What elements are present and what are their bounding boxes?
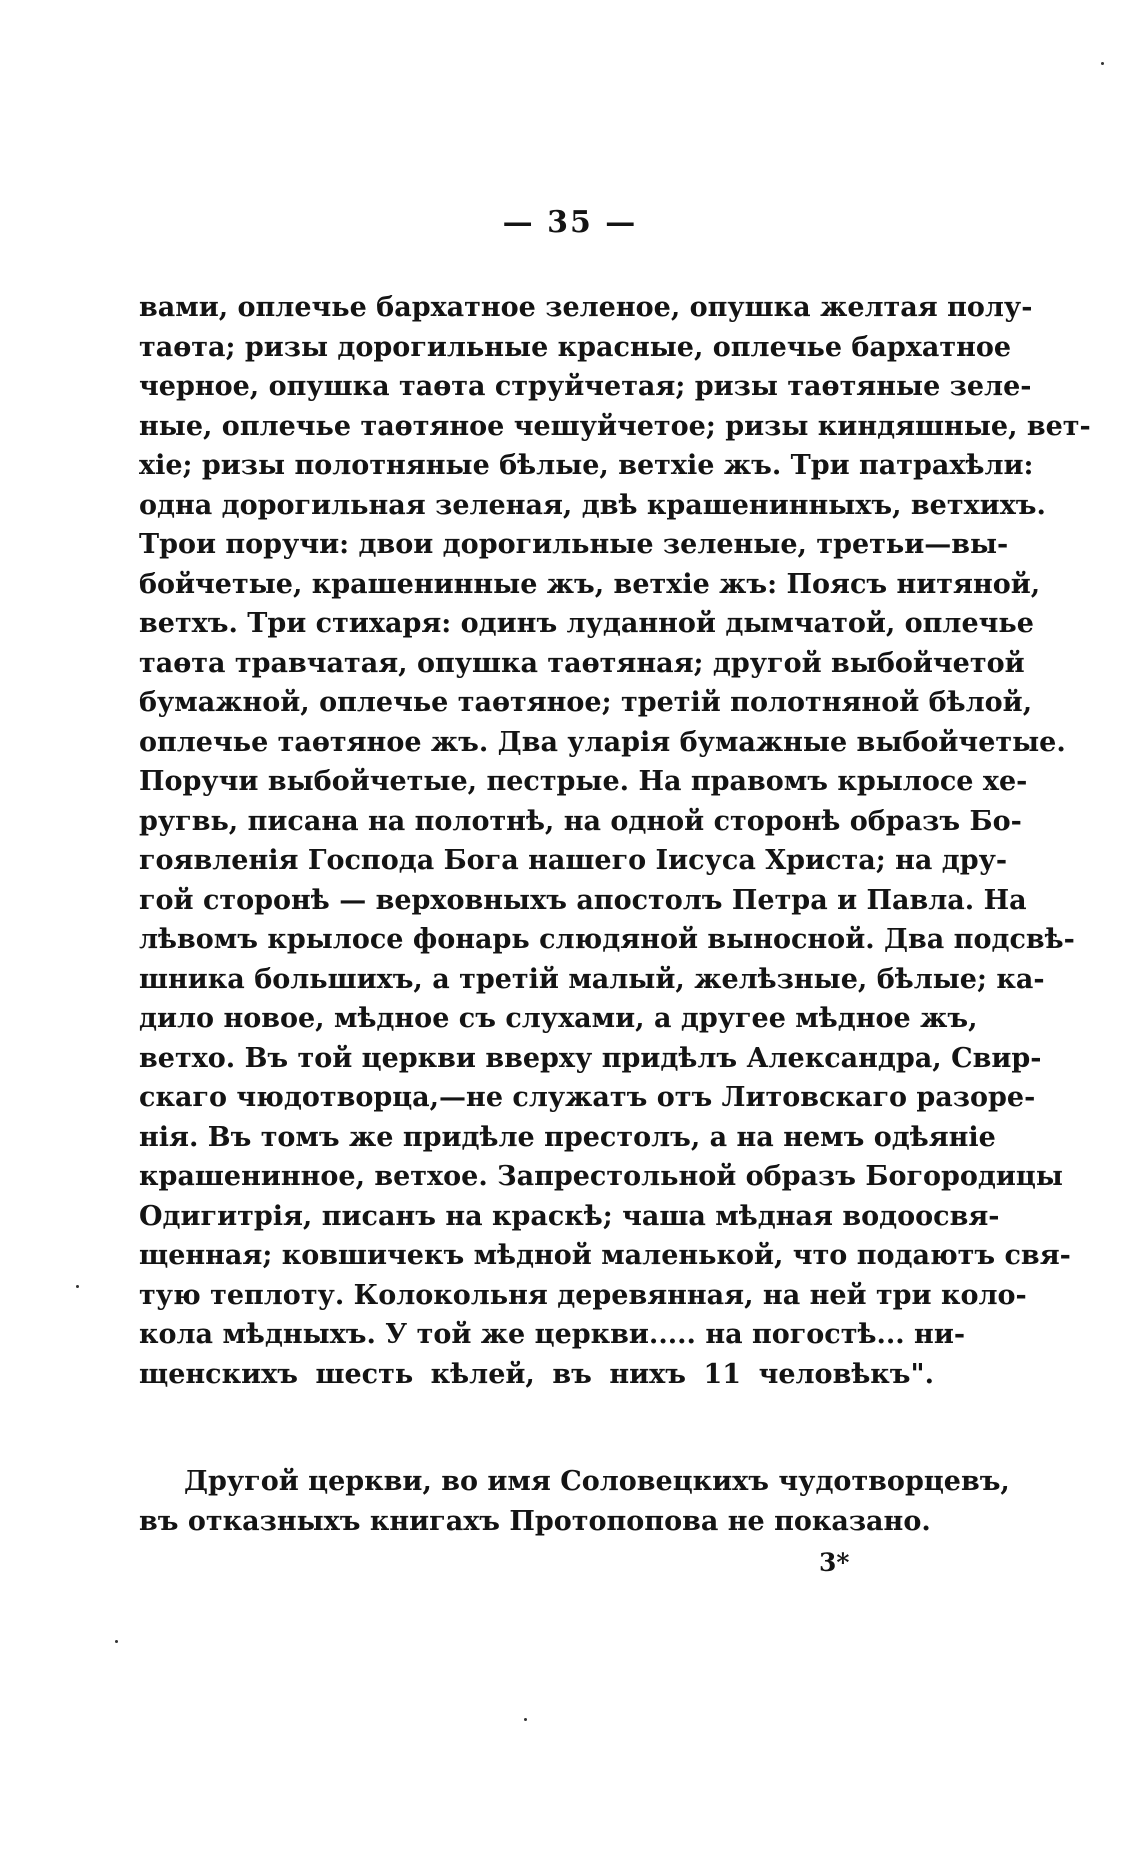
text-line: ветхо. Въ той церкви вверху придѣлъ Александра, Свир- [139,1042,1042,1074]
text-line: оплечье таөтяное жъ. Два уларія бумажные выбойчетые. [139,726,1066,758]
text-line: Одигитрія, писанъ на краскѣ; чаша мѣдная водоосвя- [139,1200,1000,1232]
text-line: хіе; ризы полотняные бѣлые, ветхіе жъ. Три патрахѣли: [139,450,1034,481]
text-line: ветхъ. Три стихаря: одинъ луданной дымчатой, оплечье [139,608,1034,639]
text-line: нія. Въ томъ же придѣле престолъ, а на немъ одѣяніе [139,1121,996,1153]
paragraph-2 [139,1462,1010,1541]
paragraph-1 [139,288,1091,1394]
text-line: бумажной, оплечье таөтяное; третій полотняной бѣлой, [139,687,1033,718]
text-line: бойчетые, крашенинные жъ, ветхіе жъ: Поясъ нитяной, [139,568,1041,600]
text-line: скаго чюдотворца,—не служатъ отъ Литовскаго разоре- [139,1082,1036,1113]
text-line: гоявленія Господа Бога нашего Іисуса Христа; на дру- [139,845,1008,876]
paper-speck [524,1718,527,1721]
text-line: лѣвомъ крылосе фонарь слюдяной выносной. Два подсвѣ- [139,924,1075,955]
text-line: гой сторонѣ — верховныхъ апостолъ Петра и Павла. На [139,884,1027,916]
text-line: Другой церкви, во имя Соловецкихъ чудотворцевъ, [184,1466,1010,1497]
printer-signature-mark: 3* [819,1548,850,1577]
text-line: тую теплоту. Колокольня деревянная, на ней три коло- [139,1279,1027,1311]
text-line: дило новое, мѣдное съ слухами, а другее мѣдное жъ, [139,1003,978,1034]
text-line: вами, оплечье бархатное зеленое, опушка желтая полу- [139,292,1033,323]
text-line: въ отказныхъ книгахъ Протопопова не показано. [139,1505,931,1537]
page-number: — 35 — [502,205,638,240]
text-line: шника большихъ, а третій малый, желѣзные, бѣлые; ка- [139,963,1045,995]
text-line: кола мѣдныхъ. У той же церкви..... на погостѣ... ни- [139,1319,966,1350]
paper-speck [115,1640,118,1643]
text-line: ругвь, писана на полотнѣ, на одной сторонѣ образъ Бо- [139,805,1022,837]
text-line: Поручи выбойчетые, пестрые. На правомъ крылосе хе- [139,766,1028,797]
text-line: щенная; ковшичекъ мѣдной маленькой, что подаютъ свя- [139,1240,1071,1271]
text-line: щенскихъ шесть кѣлей, въ нихъ 11 человѣкъ". [139,1358,934,1390]
text-line: черное, опушка таөта струйчетая; ризы таөтяные зеле- [139,371,1032,402]
paper-speck [1101,62,1104,65]
text-line: Трои поручи: двои дорогильные зеленые, третьи—вы- [139,529,1009,560]
text-line: одна дорогильная зеленая, двѣ крашенинныхъ, ветхихъ. [139,489,1046,521]
text-line: таөта травчатая, опушка таөтяная; другой выбойчетой [139,647,1025,679]
text-line: крашенинное, ветхое. Запрестольной образъ Богородицы [139,1161,1063,1192]
text-line: таөта; ризы дорогильные красные, оплечье бархатное [139,331,1012,363]
paper-speck [76,1285,79,1288]
text-line: ные, оплечье таөтяное чешуйчетое; ризы киндяшные, вет- [139,410,1091,442]
